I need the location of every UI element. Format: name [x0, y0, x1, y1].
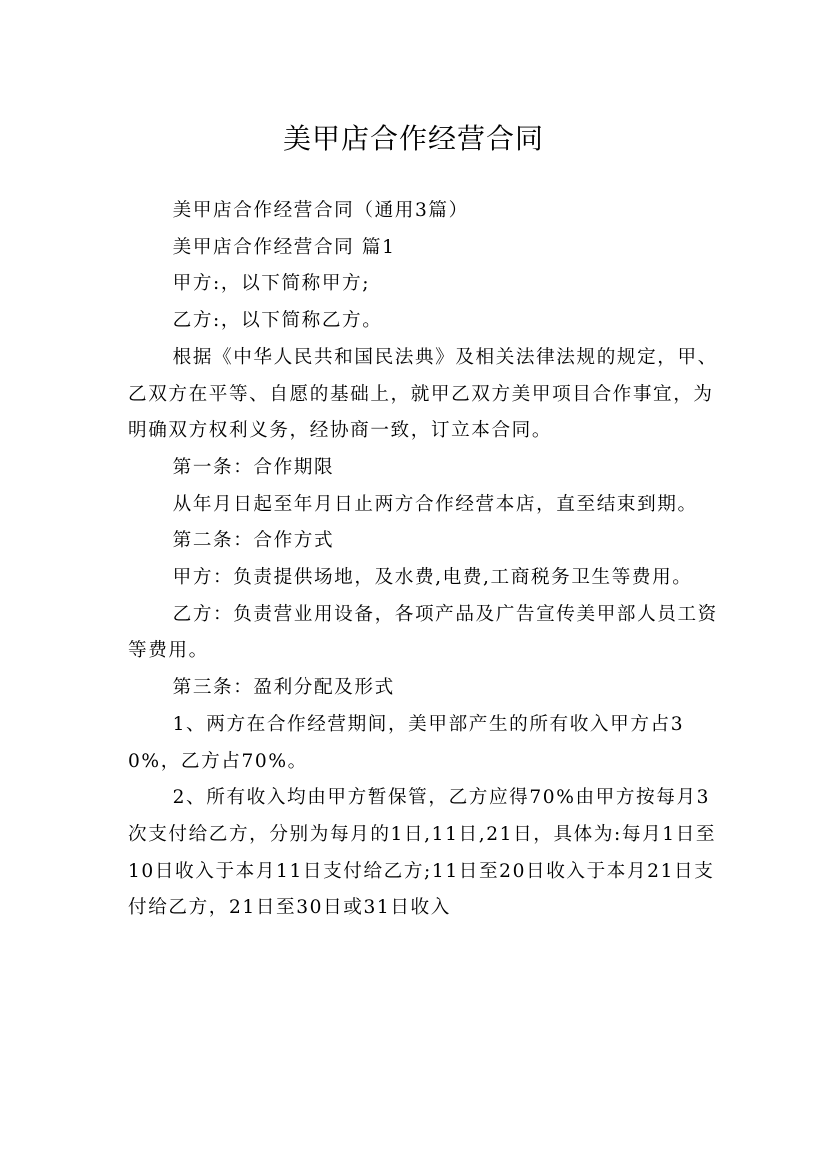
paragraph-party-b: 乙方:，以下简称乙方。	[172, 310, 383, 332]
article-2-heading: 第二条：合作方式	[172, 530, 335, 552]
document-body	[128, 193, 718, 927]
paragraph-party-a: 甲方:，以下简称甲方;	[172, 273, 371, 295]
article-2-party-b: 乙方：负责营业用设备，各项产品及广告宣传美甲部人员工资等费用。	[128, 603, 718, 662]
article-3-clause-2: 2、所有收入均由甲方暂保管，乙方应得70%由甲方按每月3次支付给乙方，分别为每月的1日,11日,21日，具体为:每月1日至10日收入于本月11日支付给乙方;11日至20日收入于本月21日支付给乙方，21日至30日或31日收入	[128, 787, 717, 919]
article-2-party-a: 甲方：负责提供场地，及水费,电费,工商税务卫生等费用。	[172, 567, 693, 589]
paragraph-preamble: 根据《中华人民共和国民法典》及相关法律法规的规定，甲、乙双方在平等、自愿的基础上，就甲乙双方美甲项目合作事宜，为明确双方权利义务，经协商一致，订立本合同。	[128, 346, 718, 442]
paragraph-subtitle: 美甲店合作经营合同（通用3篇）	[172, 200, 469, 221]
article-1-heading: 第一条：合作期限	[172, 456, 335, 478]
paragraph-section-heading: 美甲店合作经营合同 篇1	[172, 236, 396, 258]
article-1-body: 从年月日起至年月日止两方合作经营本店，直至结束到期。	[172, 493, 698, 515]
article-3-heading: 第三条：盈利分配及形式	[172, 677, 395, 699]
document-title: 美甲店合作经营合同	[282, 121, 544, 155]
article-3-clause-1: 1、两方在合作经营期间，美甲部产生的所有收入甲方占30%，乙方占70%。	[128, 713, 685, 772]
